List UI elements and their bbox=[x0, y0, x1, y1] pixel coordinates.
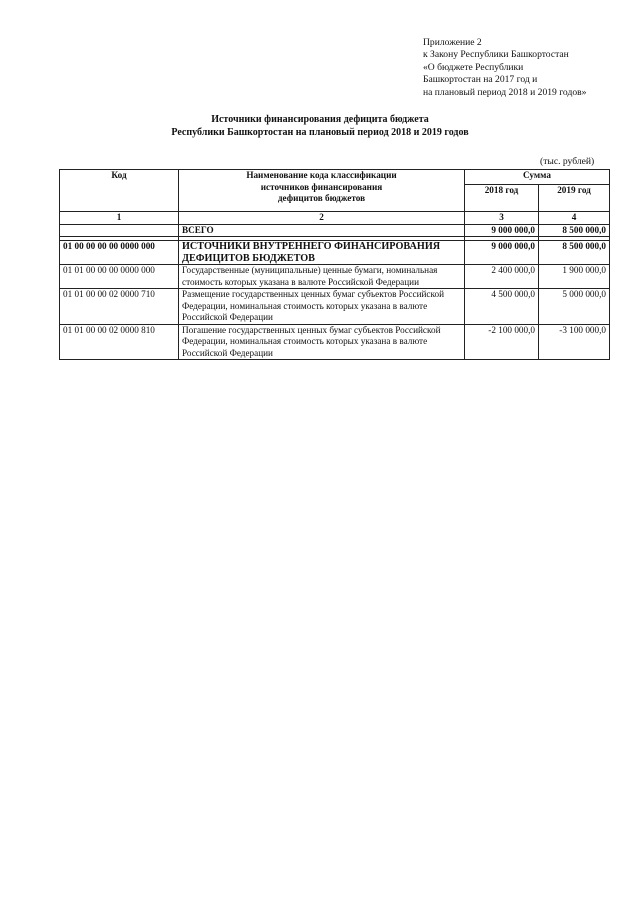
table-row bbox=[60, 241, 610, 265]
column-number-row bbox=[60, 212, 610, 225]
row-value-2019: -3 100 000,0 bbox=[539, 324, 610, 360]
row-name: Погашение государственных ценных бумаг субъектов Российской Федерации, номинальная стоимость которых указана в валюте Российской Федерации bbox=[179, 324, 465, 360]
column-number: 3 bbox=[465, 212, 539, 225]
column-number: 1 bbox=[60, 212, 179, 225]
row-value-2019: 1 900 000,0 bbox=[539, 265, 610, 289]
row-code: 01 00 00 00 00 0000 000 bbox=[60, 241, 179, 265]
appendix-line: Башкортостан на 2017 год и bbox=[423, 74, 538, 86]
table-row bbox=[60, 289, 610, 325]
header-year-2019: 2019 год bbox=[539, 185, 610, 212]
table-header-row bbox=[60, 170, 610, 185]
row-code bbox=[60, 224, 179, 237]
row-value-2019: 5 000 000,0 bbox=[539, 289, 610, 325]
row-name: Размещение государственных ценных бумаг субъектов Российской Федерации, номинальная стоимость которых указана в валюте Российской Федерации bbox=[179, 289, 465, 325]
column-number: 2 bbox=[179, 212, 465, 225]
header-name bbox=[179, 170, 465, 212]
header-name-line: дефицитов бюджетов bbox=[277, 193, 366, 203]
appendix-line: к Закону Республики Башкортостан bbox=[423, 49, 569, 61]
appendix-line: Приложение 2 bbox=[423, 37, 482, 48]
table-row bbox=[60, 324, 610, 360]
row-value-2018: 2 400 000,0 bbox=[465, 265, 539, 289]
column-number: 4 bbox=[539, 212, 610, 225]
budget-sources-table bbox=[59, 169, 610, 360]
title-line-1: Источники финансирования дефицита бюджета bbox=[211, 114, 429, 125]
row-value-2019: 8 500 000,0 bbox=[539, 241, 610, 265]
row-code: 01 01 00 00 02 0000 810 bbox=[60, 324, 179, 360]
header-name-line: Наименование кода классификации bbox=[246, 170, 397, 180]
row-name: Государственные (муниципальные) ценные бумаги, номинальная стоимость которых указана в валюте Российской Федерации bbox=[179, 265, 465, 289]
table-row bbox=[60, 265, 610, 289]
row-name: ИСТОЧНИКИ ВНУТРЕННЕГО ФИНАНСИРОВАНИЯ ДЕФИЦИТОВ БЮДЖЕТОВ bbox=[179, 241, 465, 265]
table-row-total bbox=[60, 224, 610, 237]
header-code: Код bbox=[60, 170, 179, 212]
row-value-2018: 9 000 000,0 bbox=[465, 224, 539, 237]
appendix-line: «О бюджете Республики bbox=[423, 61, 524, 73]
row-value-2019: 8 500 000,0 bbox=[539, 224, 610, 237]
row-code: 01 01 00 00 02 0000 710 bbox=[60, 289, 179, 325]
title-line-2: Республики Башкортостан на плановый период 2018 и 2019 годов bbox=[171, 126, 469, 138]
row-code: 01 01 00 00 00 0000 000 bbox=[60, 265, 179, 289]
header-sum: Сумма bbox=[465, 170, 610, 185]
appendix-note bbox=[423, 37, 586, 99]
row-name: ВСЕГО bbox=[179, 224, 465, 237]
header-year-2018: 2018 год bbox=[465, 185, 539, 212]
header-name-line: источников финансирования bbox=[260, 181, 383, 192]
appendix-line: на плановый период 2018 и 2019 годов» bbox=[423, 86, 587, 98]
units-label: (тыс. рублей) bbox=[540, 156, 595, 167]
row-value-2018: 9 000 000,0 bbox=[465, 241, 539, 265]
document-title bbox=[0, 114, 640, 139]
row-value-2018: 4 500 000,0 bbox=[465, 289, 539, 325]
row-value-2018: -2 100 000,0 bbox=[465, 324, 539, 360]
